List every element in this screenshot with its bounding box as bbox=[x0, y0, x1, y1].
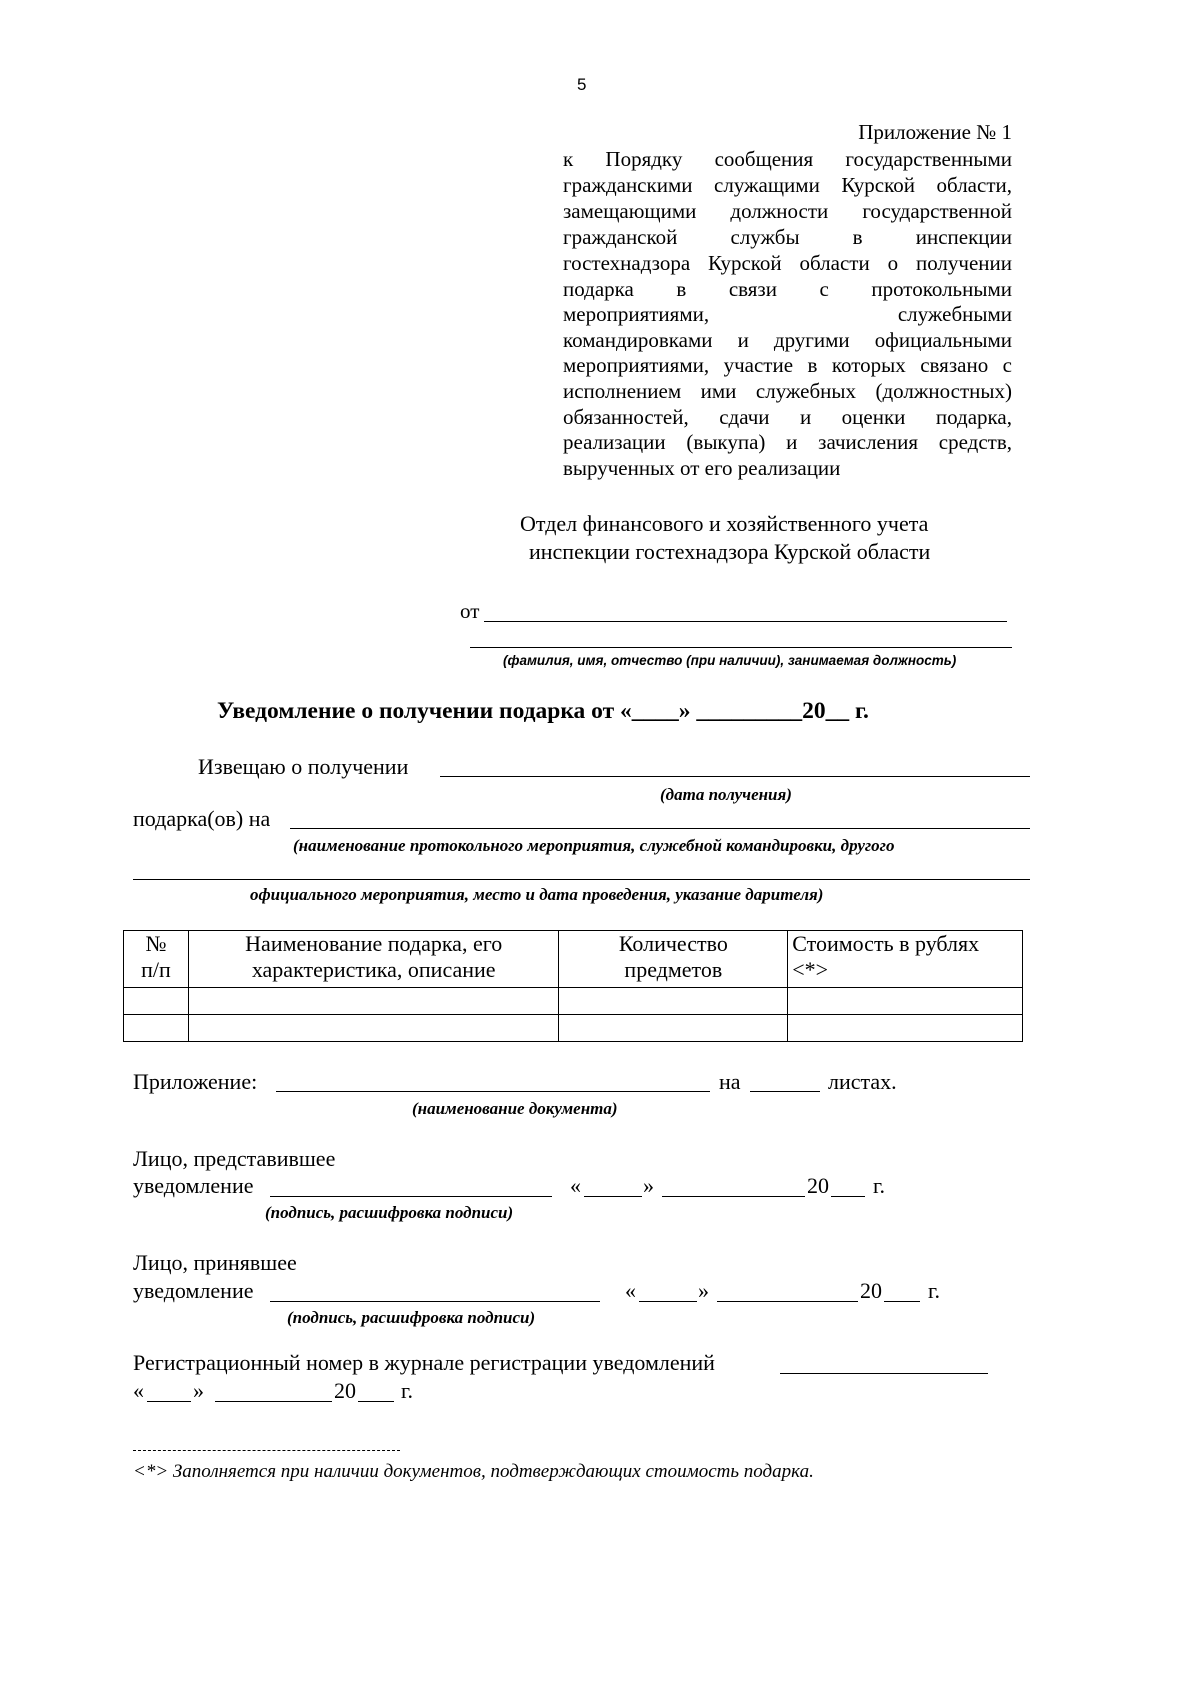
registration-number-field[interactable] bbox=[780, 1373, 988, 1374]
close-quote: » bbox=[698, 1278, 709, 1303]
year-prefix: 20 bbox=[860, 1278, 882, 1303]
receiver-caption: (подпись, расшифровка подписи) bbox=[287, 1308, 536, 1327]
submitter-caption: (подпись, расшифровка подписи) bbox=[265, 1203, 514, 1222]
receiver-year-field[interactable] bbox=[884, 1301, 920, 1302]
table-cell[interactable] bbox=[124, 988, 189, 1015]
appendix-line: к Порядку сообщения государственными bbox=[563, 147, 1012, 171]
appendix-line: замещающими должности государственной bbox=[563, 199, 1012, 223]
header-number bbox=[124, 931, 189, 988]
table-header-row bbox=[124, 931, 1023, 988]
submitter-year-field[interactable] bbox=[831, 1196, 865, 1197]
table-cell[interactable] bbox=[788, 1015, 1023, 1042]
header-text: Стоимость в рублях bbox=[792, 931, 980, 956]
registration-month-field[interactable] bbox=[215, 1401, 332, 1402]
from-caption: (фамилия, имя, отчество (при наличии), занимаемая должность) bbox=[503, 653, 957, 668]
year-prefix: 20 bbox=[807, 1173, 829, 1198]
submitter-day-field[interactable] bbox=[584, 1196, 642, 1197]
from-field-line2[interactable] bbox=[470, 647, 1012, 648]
open-quote: « bbox=[625, 1278, 636, 1303]
close-quote: » bbox=[643, 1173, 654, 1198]
appendix-title: Приложение № 1 bbox=[858, 120, 1012, 144]
event-field[interactable] bbox=[290, 828, 1030, 829]
appendix-line: исполнением ими служебных (должностных) bbox=[563, 379, 1012, 403]
submitter-line1: Лицо, представившее bbox=[133, 1146, 336, 1171]
gifts-table bbox=[123, 930, 1023, 1042]
header-name bbox=[188, 931, 559, 988]
footnote-divider bbox=[133, 1450, 400, 1451]
registration-day-field[interactable] bbox=[147, 1401, 191, 1402]
appendix-line: гостехнадзора Курской области о получении bbox=[563, 251, 1012, 275]
year-suffix: г. bbox=[928, 1278, 941, 1303]
receipt-date-field[interactable] bbox=[440, 776, 1030, 777]
receiver-line1: Лицо, принявшее bbox=[133, 1250, 297, 1275]
year-suffix: г. bbox=[873, 1173, 886, 1198]
date-caption: (дата получения) bbox=[660, 785, 792, 804]
receiver-day-field[interactable] bbox=[639, 1301, 697, 1302]
appendix-line: командировками и другими официальными bbox=[563, 328, 1012, 352]
table-row bbox=[124, 988, 1023, 1015]
header-text: № bbox=[145, 931, 167, 956]
receiver-line2: уведомление bbox=[133, 1278, 254, 1303]
table-row bbox=[124, 1015, 1023, 1042]
event-field-line2[interactable] bbox=[133, 879, 1030, 880]
appendix-line: гражданской службы в инспекции bbox=[563, 225, 1012, 249]
appendix-line: обязанностей, сдачи и оценки подарка, bbox=[563, 405, 1012, 429]
table-cell[interactable] bbox=[188, 988, 559, 1015]
registration-year-field[interactable] bbox=[358, 1401, 394, 1402]
footnote: <*> Заполняется при наличии документов, подтверждающих стоимость подарка. bbox=[133, 1461, 814, 1482]
table-cell[interactable] bbox=[559, 1015, 788, 1042]
event-caption-2: официального мероприятия, место и дата проведения, указание дарителя) bbox=[250, 885, 824, 904]
table-cell[interactable] bbox=[188, 1015, 559, 1042]
from-field[interactable] bbox=[484, 621, 1007, 622]
header-text: Наименование подарка, его bbox=[245, 931, 503, 956]
page-number: 5 bbox=[577, 75, 587, 94]
submitter-signature-field[interactable] bbox=[270, 1196, 552, 1197]
header-text: п/п bbox=[141, 957, 171, 982]
attachment-caption: (наименование документа) bbox=[412, 1099, 618, 1118]
appendix-line: мероприятиями, участие в которых связано с bbox=[563, 353, 1012, 377]
document-title: Уведомление о получении подарка от «____» _________20__ г. bbox=[217, 698, 869, 724]
attachment-sheets-field[interactable] bbox=[750, 1091, 820, 1092]
table-cell[interactable] bbox=[559, 988, 788, 1015]
received-label: Извещаю о получении bbox=[198, 754, 409, 779]
submitter-line2: уведомление bbox=[133, 1173, 254, 1198]
registration-label: Регистрационный номер в журнале регистрации уведомлений bbox=[133, 1350, 715, 1375]
attachment-on: на bbox=[719, 1069, 741, 1094]
header-text: характеристика, описание bbox=[251, 957, 496, 982]
header-cost bbox=[788, 931, 1023, 988]
appendix-line: подарка в связи с протокольными bbox=[563, 277, 1012, 301]
receiver-month-field[interactable] bbox=[717, 1301, 858, 1302]
attachment-label: Приложение: bbox=[133, 1069, 258, 1094]
header-quantity bbox=[559, 931, 788, 988]
table-cell[interactable] bbox=[124, 1015, 189, 1042]
attachment-sheets: листах. bbox=[828, 1069, 897, 1094]
open-quote: « bbox=[133, 1378, 144, 1403]
appendix-line: мероприятиями, служебными bbox=[563, 302, 1012, 326]
appendix-line: гражданскими служащими Курской области, bbox=[563, 173, 1012, 197]
year-suffix: г. bbox=[401, 1378, 414, 1403]
from-label: от bbox=[460, 599, 480, 623]
gifts-label: подарка(ов) на bbox=[133, 806, 271, 831]
appendix-line: вырученных от его реализации bbox=[563, 456, 841, 480]
attachment-name-field[interactable] bbox=[276, 1091, 710, 1092]
receiver-signature-field[interactable] bbox=[270, 1301, 600, 1302]
addressee-line1: Отдел финансового и хозяйственного учета bbox=[520, 511, 929, 536]
open-quote: « bbox=[570, 1173, 581, 1198]
year-prefix: 20 bbox=[334, 1378, 356, 1403]
header-text: предметов bbox=[624, 957, 723, 982]
event-caption-1: (наименование протокольного мероприятия, служебной командировки, другого bbox=[293, 836, 895, 855]
close-quote: » bbox=[193, 1378, 204, 1403]
addressee-line2: инспекции гостехнадзора Курской области bbox=[529, 539, 931, 564]
submitter-month-field[interactable] bbox=[662, 1196, 805, 1197]
header-text: <*> bbox=[792, 957, 829, 982]
appendix-line: реализации (выкупа) и зачисления средств, bbox=[563, 430, 1012, 454]
header-text: Количество bbox=[618, 931, 728, 956]
table-cell[interactable] bbox=[788, 988, 1023, 1015]
